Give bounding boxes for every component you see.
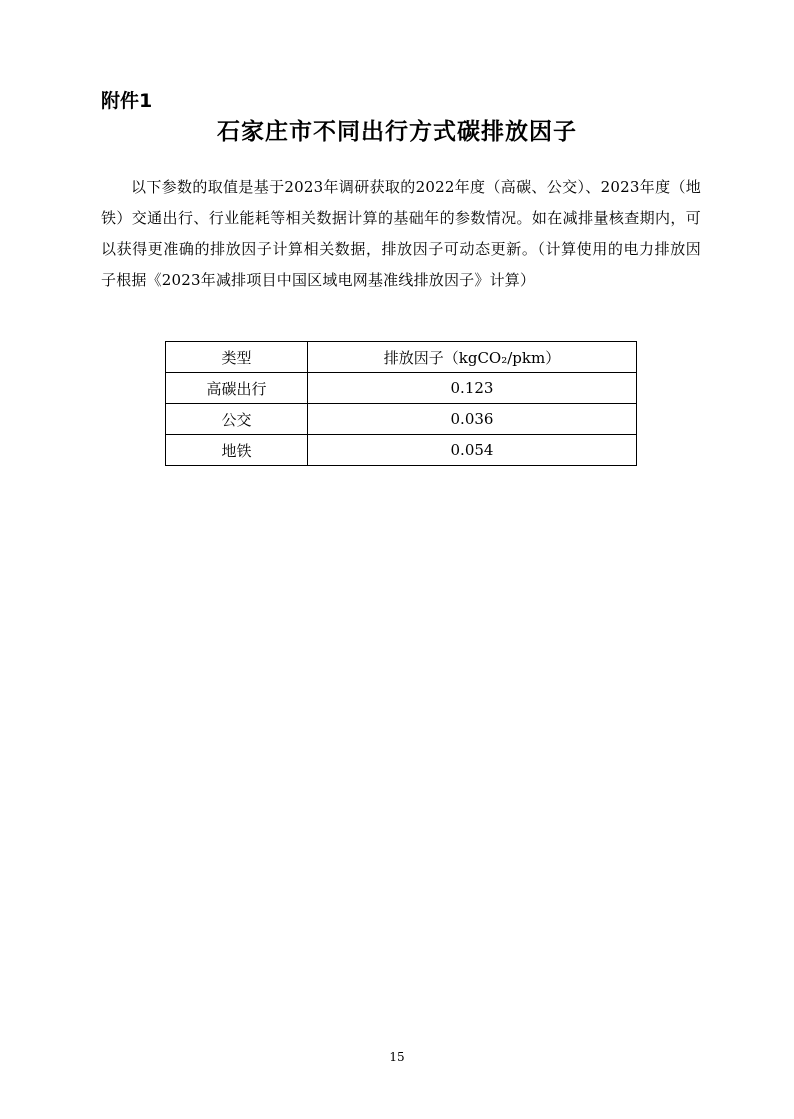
page-number: 15: [389, 1050, 405, 1064]
table-header-row: [166, 342, 637, 373]
table-row: [166, 373, 637, 404]
row-type: 地铁: [166, 435, 308, 466]
row-factor: 0.036: [308, 404, 637, 435]
table-row: [166, 435, 637, 466]
annex-label: 附件1: [101, 90, 153, 112]
row-type: 高碳出行: [166, 373, 308, 404]
row-type: 公交: [166, 404, 308, 435]
emission-factor-table: [165, 341, 637, 466]
intro-paragraph: 以下参数的取值是基于2023年调研获取的2022年度（高碳、公交）、2023年度（地铁）交通出行、行业能耗等相关数据计算的基础年的参数情况。如在减排量核查期内，可以获得更准确的排放因子计算相关数据，排放因子可动态更新。（计算使用的电力排放因子根据《2023年减排项目中国区域电网基准线排放因子》计算）: [101, 178, 701, 289]
page-title: 石家庄市不同出行方式碳排放因子: [217, 119, 577, 145]
table-row: [166, 404, 637, 435]
row-factor: 0.054: [308, 435, 637, 466]
header-factor: 排放因子（kgCO₂/pkm）: [308, 342, 637, 373]
row-factor: 0.123: [308, 373, 637, 404]
header-type: 类型: [166, 342, 308, 373]
